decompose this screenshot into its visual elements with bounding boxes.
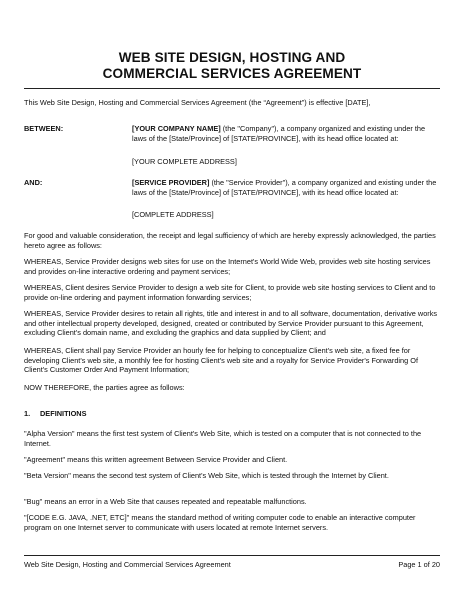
whereas-paragraph-4: WHEREAS, Client shall pay Service Provider an hourly fee for helping to conceptualize Client's web site, a fixed fee for developing Client's web site, a monthly fee for hosting Client's web site and a royalty for Service Provider's Forwarding Of Client's Customer Order And Payment Information; <box>24 346 419 375</box>
definition-code: "[CODE E.G. JAVA, .NET, ETC]" means the standard method of writing computer code to enable an interactive computer program on one Internet server to communicate with users located at remote Internet servers. <box>24 513 416 532</box>
definition-bug: "Bug" means an error in a Web Site that causes repeated and repeatable malfunctions. <box>24 497 307 506</box>
definition-alpha-version: "Alpha Version" means the first test system of Client's Web Site, which is tested on a computer that is not connected to the Internet. <box>24 429 422 448</box>
whereas-paragraph-2: WHEREAS, Client desires Service Provider to design a web site for Client, to provide web site hosting services to Client and to provide on-line ordering and payment information forwarding services; <box>24 283 436 302</box>
section-number: 1. <box>24 409 31 418</box>
document-title-line-2: COMMERCIAL SERVICES AGREEMENT <box>102 66 362 81</box>
footer-document-title: Web Site Design, Hosting and Commercial Services Agreement <box>24 560 231 569</box>
company-name-placeholder: [YOUR COMPANY NAME] <box>132 124 221 133</box>
service-provider-placeholder: [SERVICE PROVIDER] <box>132 178 210 187</box>
section-heading-definitions <box>24 409 440 419</box>
intro-paragraph: This Web Site Design, Hosting and Commercial Services Agreement (the “Agreement”) is effective [DATE], <box>24 98 371 107</box>
consideration-paragraph: For good and valuable consideration, the receipt and legal sufficiency of which are hereby expressly acknowledged, the parties hereto agree as follows: <box>24 231 436 250</box>
and-party-text <box>132 178 440 197</box>
document-title-line-1: WEB SITE DESIGN, HOSTING AND <box>118 50 346 65</box>
footer-divider <box>24 555 440 556</box>
company-address-placeholder: [YOUR COMPLETE ADDRESS] <box>132 157 237 166</box>
definition-agreement: "Agreement" means this written agreement Between Service Provider and Client. <box>24 455 288 464</box>
whereas-paragraph-1: WHEREAS, Service Provider designs web sites for use on the Internet's World Wide Web, provides web site hosting services and provides on-line interactive ordering and payment services; <box>24 257 431 276</box>
document-page <box>24 0 440 595</box>
whereas-paragraph-3: WHEREAS, Service Provider desires to retain all rights, title and interest in and to all software, documentation, derivative works and other intellectual property developed, designed, created or contributed by Service Provider pursuant to this Agreement, excluding Client's domain name, and excluding the graphics and data supplied by Client; and <box>24 309 438 338</box>
now-therefore-paragraph: NOW THEREFORE, the parties agree as follows: <box>24 383 185 392</box>
definition-beta-version: "Beta Version" means the second test system of Client's Web Site, which is tested through the Internet by Client. <box>24 471 389 480</box>
and-description: (the "Service Provider"), a company organized and existing under the laws of the [State/Province] of [STATE/PROVINCE], with its head office located at: <box>132 178 437 197</box>
section-title: DEFINITIONS <box>40 409 87 418</box>
page-number: Page 1 of 20 <box>398 560 440 569</box>
title-divider <box>24 88 440 89</box>
and-label: AND: <box>24 178 43 187</box>
between-description: (the "Company"), a company organized and existing under the laws of the [State/Province] of [STATE/PROVINCE], with its head office located at: <box>132 124 426 143</box>
between-party-text <box>132 124 440 143</box>
between-label: BETWEEN: <box>24 124 64 133</box>
provider-address-placeholder: [COMPLETE ADDRESS] <box>132 210 214 219</box>
